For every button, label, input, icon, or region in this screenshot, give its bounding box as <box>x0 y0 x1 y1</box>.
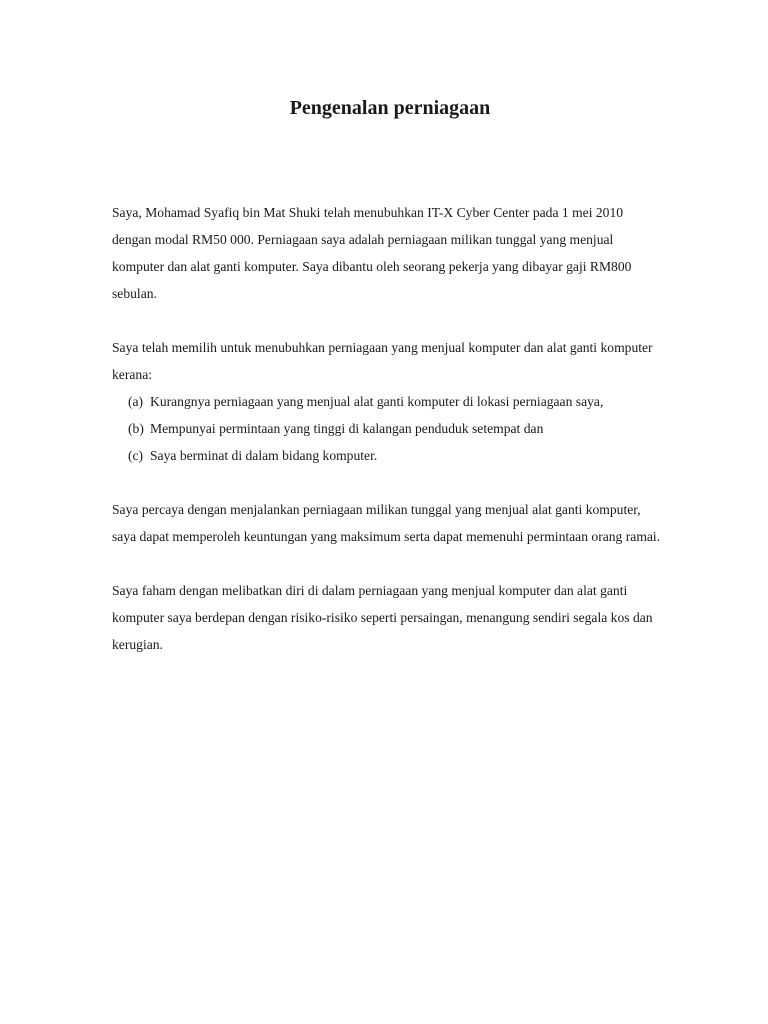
list-marker: (c) <box>128 448 144 463</box>
list-item-b <box>112 415 664 442</box>
paragraph-intro: Saya, Mohamad Syafiq bin Mat Shuki telah menubuhkan IT-X Cyber Center pada 1 mei 2010 dengan modal RM50 000. Perniagaan saya adalah perniagaan milikan tunggal yang menjual komputer dan alat ganti komputer. Saya dibantu oleh seorang pekerja yang dibayar gaji RM800 sebulan. <box>112 205 632 301</box>
paragraph-reasons-intro: Saya telah memilih untuk menubuhkan perniagaan yang menjual komputer dan alat ganti komputer kerana: <box>112 340 653 382</box>
list-marker: (a) <box>128 394 144 409</box>
paragraph-belief: Saya percaya dengan menjalankan perniagaan milikan tunggal yang menjual alat ganti komputer, saya dapat memperoleh keuntungan yang maksimum serta dapat memenuhi permintaan orang ramai. <box>112 502 661 544</box>
list-item-text: Mempunyai permintaan yang tinggi di kalangan penduduk setempat dan <box>150 421 544 436</box>
reasons-list <box>112 388 664 469</box>
list-item-text: Saya berminat di dalam bidang komputer. <box>150 448 378 463</box>
list-marker: (b) <box>128 421 144 436</box>
document-body <box>112 199 664 685</box>
page-title: Pengenalan perniagaan <box>289 97 491 119</box>
list-item-text: Kurangnya perniagaan yang menjual alat ganti komputer di lokasi perniagaan saya, <box>150 394 604 409</box>
list-item-c <box>112 442 664 469</box>
list-item-a <box>112 388 664 415</box>
paragraph-risks: Saya faham dengan melibatkan diri di dalam perniagaan yang menjual komputer dan alat ganti komputer saya berdepan dengan risiko-risiko seperti persaingan, menangung sendiri segala kos dan kerugian. <box>112 583 653 652</box>
